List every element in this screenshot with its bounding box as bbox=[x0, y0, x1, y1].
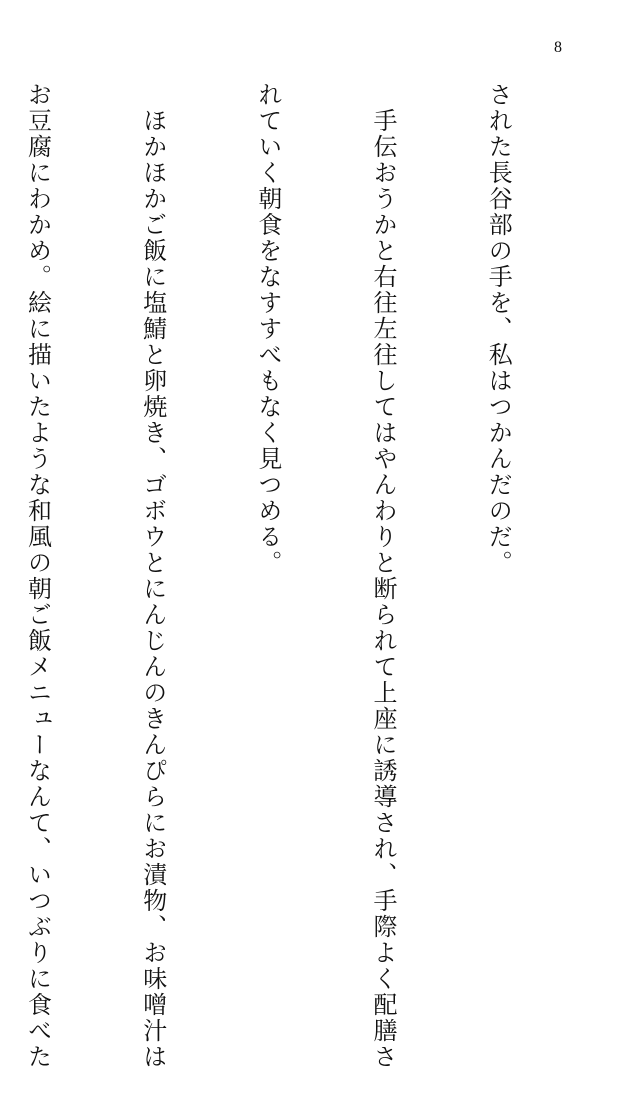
page-number: 8 bbox=[554, 39, 562, 56]
text-line: ほかほかご飯に塩鯖と卵焼き、ゴボウとにんじんのきんぴらにお漬物、お味噌汁は bbox=[138, 82, 167, 1070]
text-line: お豆腐にわかめ。絵に描いたような和風の朝ご飯メニューなんて、いつぶりに食べた bbox=[23, 82, 52, 1070]
text-line: れていく朝食をなすすべもなく見つめる。 bbox=[253, 82, 282, 576]
text-line: 手伝おうかと右往左往してはやんわりと断られて上座に誘導され、手際よく配膳さ bbox=[369, 82, 398, 1070]
text-line: された長谷部の手を、私はつかんだのだ。 bbox=[484, 82, 513, 576]
body-text bbox=[0, 82, 594, 1070]
